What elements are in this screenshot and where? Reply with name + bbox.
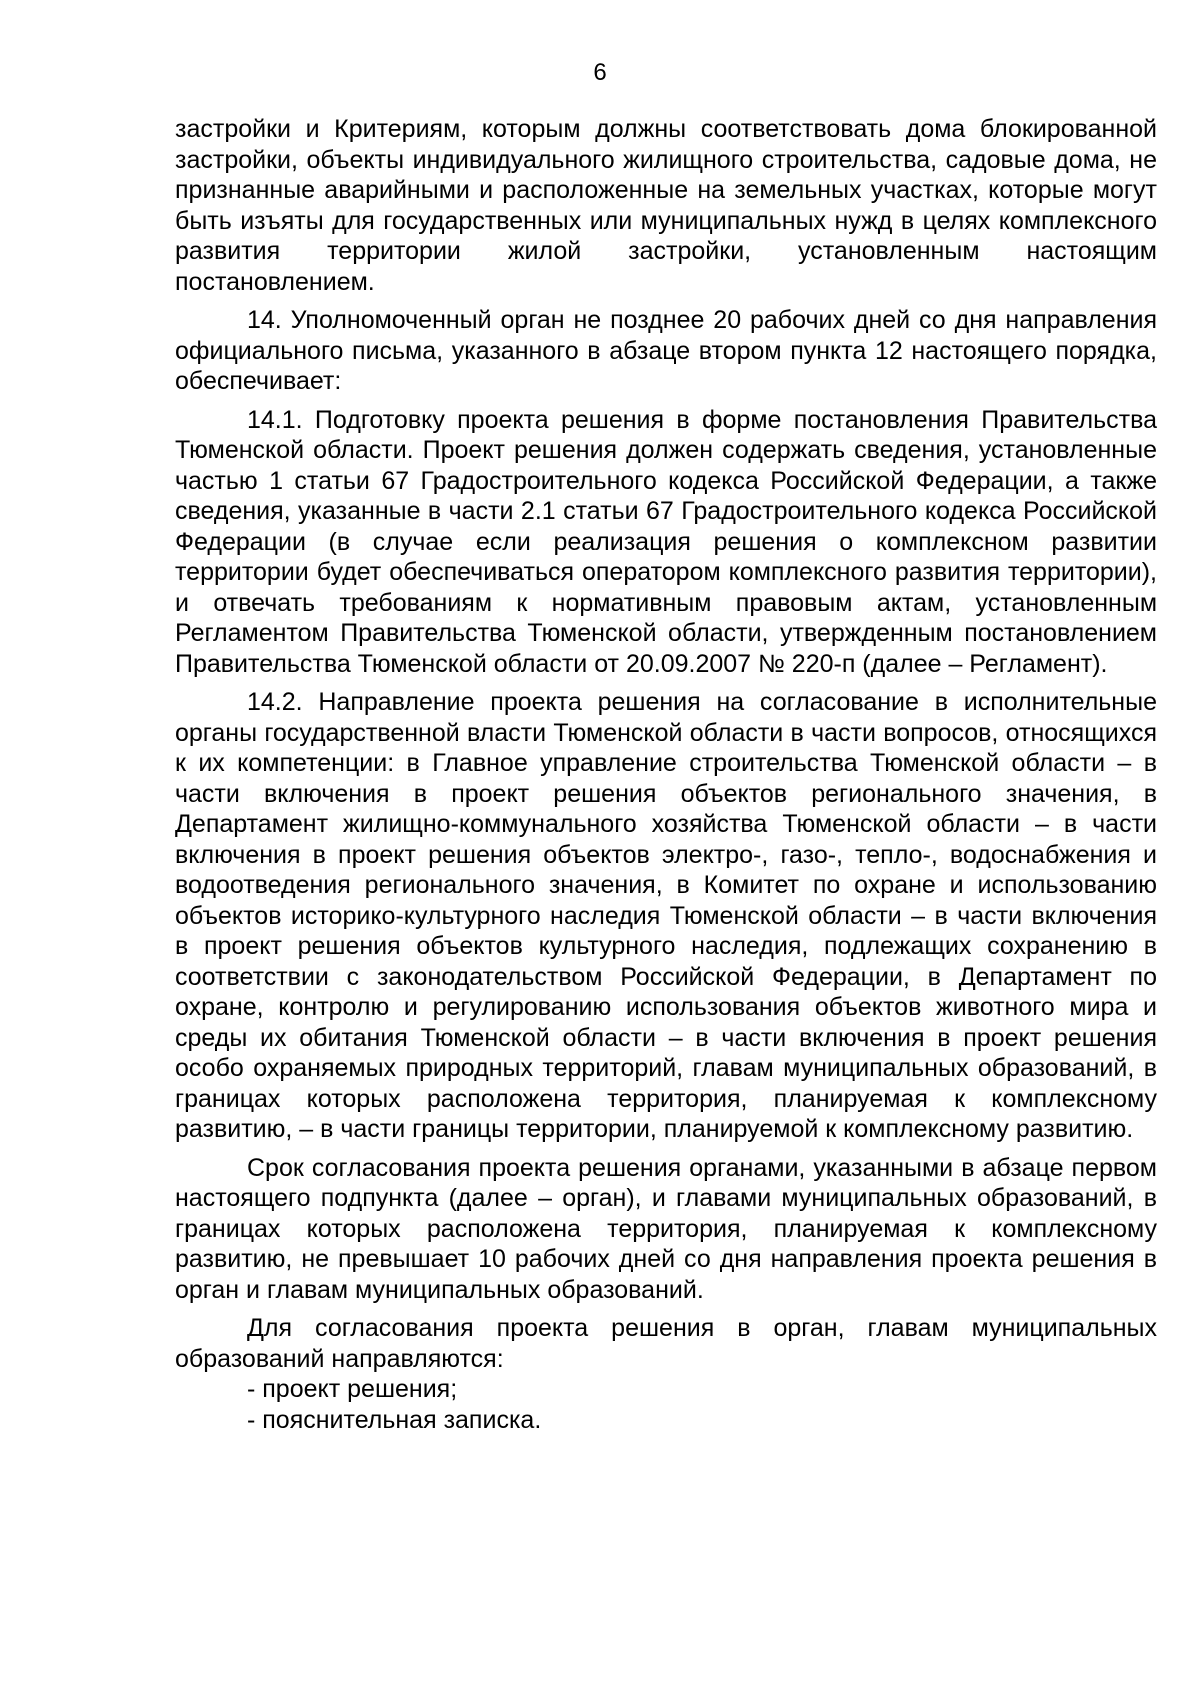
paragraph-continuation: застройки и Критериям, которым должны соответствовать дома блокированной застройки, объекты индивидуального жилищного строительства, садовые дома, не признанные аварийными и расположенные на земельных участках, которые могут быть изъяты для государственных или муниципальных нужд в целях комплексного развития территории жилой застройки, установленным настоящим постановлением. [175, 115, 1157, 296]
page-number: 6 [593, 59, 607, 86]
paragraph-approval-term: Срок согласования проекта решения органами, указанными в абзаце первом настоящего подпункта (далее – орган), и главами муниципальных образований, в границах которых расположена территория, планируемая к комплексному развитию, не превышает 10 рабочих дней со дня направления проекта решения в орган и главам муниципальных образований. [175, 1153, 1157, 1304]
paragraph-item-14-1: 14.1. Подготовку проекта решения в форме постановления Правительства Тюменской области. Проект решения должен содержать сведения, установленные частью 1 статьи 67 Градостроительного кодекса Российской Федерации, а также сведения, указанные в части 2.1 статьи 67 Градостроительного кодекса Российской Федерации (в случае если реализация решения о комплексном развитии территории будет обеспечиваться оператором комплексного развития территории), и отвечать требованиям к нормативным правовым актам, установленным Регламентом Правительства Тюменской области, утвержденным постановлением Правительства Тюменской области от 20.09.2007 № 220-п (далее – Регламент). [175, 405, 1157, 678]
document-body [175, 114, 1157, 1435]
paragraph-item-14-2: 14.2. Направление проекта решения на согласование в исполнительные органы государственной власти Тюменской области в части вопросов, относящихся к их компетенции: в Главное управление строительства Тюменской области – в части включения в проект решения объектов регионального значения, в Департамент жилищно-коммунального хозяйства Тюменской области – в части включения в проект решения объектов электро-, газо-, тепло-, водоснабжения и водоотведения регионального значения, в Комитет по охране и использованию объектов историко-культурного наследия Тюменской области – в части включения в проект решения объектов культурного наследия, подлежащих сохранению в соответствии с законодательством Российской Федерации, в Департамент по охране, контролю и регулированию использования объектов животного мира и среды их обитания Тюменской области – в части включения в проект решения особо охраняемых природных территорий, главам муниципальных образований, в границах которых расположена территория, планируемая к комплексному развитию, – в части границы территории, планируемой к комплексному развитию. [175, 688, 1157, 1143]
list-item-explanatory-note: - пояснительная записка. [247, 1405, 542, 1434]
list-item-draft-decision: - проект решения; [247, 1375, 458, 1403]
paragraph-item-14: 14. Уполномоченный орган не позднее 20 рабочих дней со дня направления официального письма, указанного в абзаце втором пункта 12 настоящего порядка, обеспечивает: [175, 306, 1157, 395]
paragraph-documents-sent: Для согласования проекта решения в орган, главам муниципальных образований направляются: [175, 1314, 1157, 1373]
